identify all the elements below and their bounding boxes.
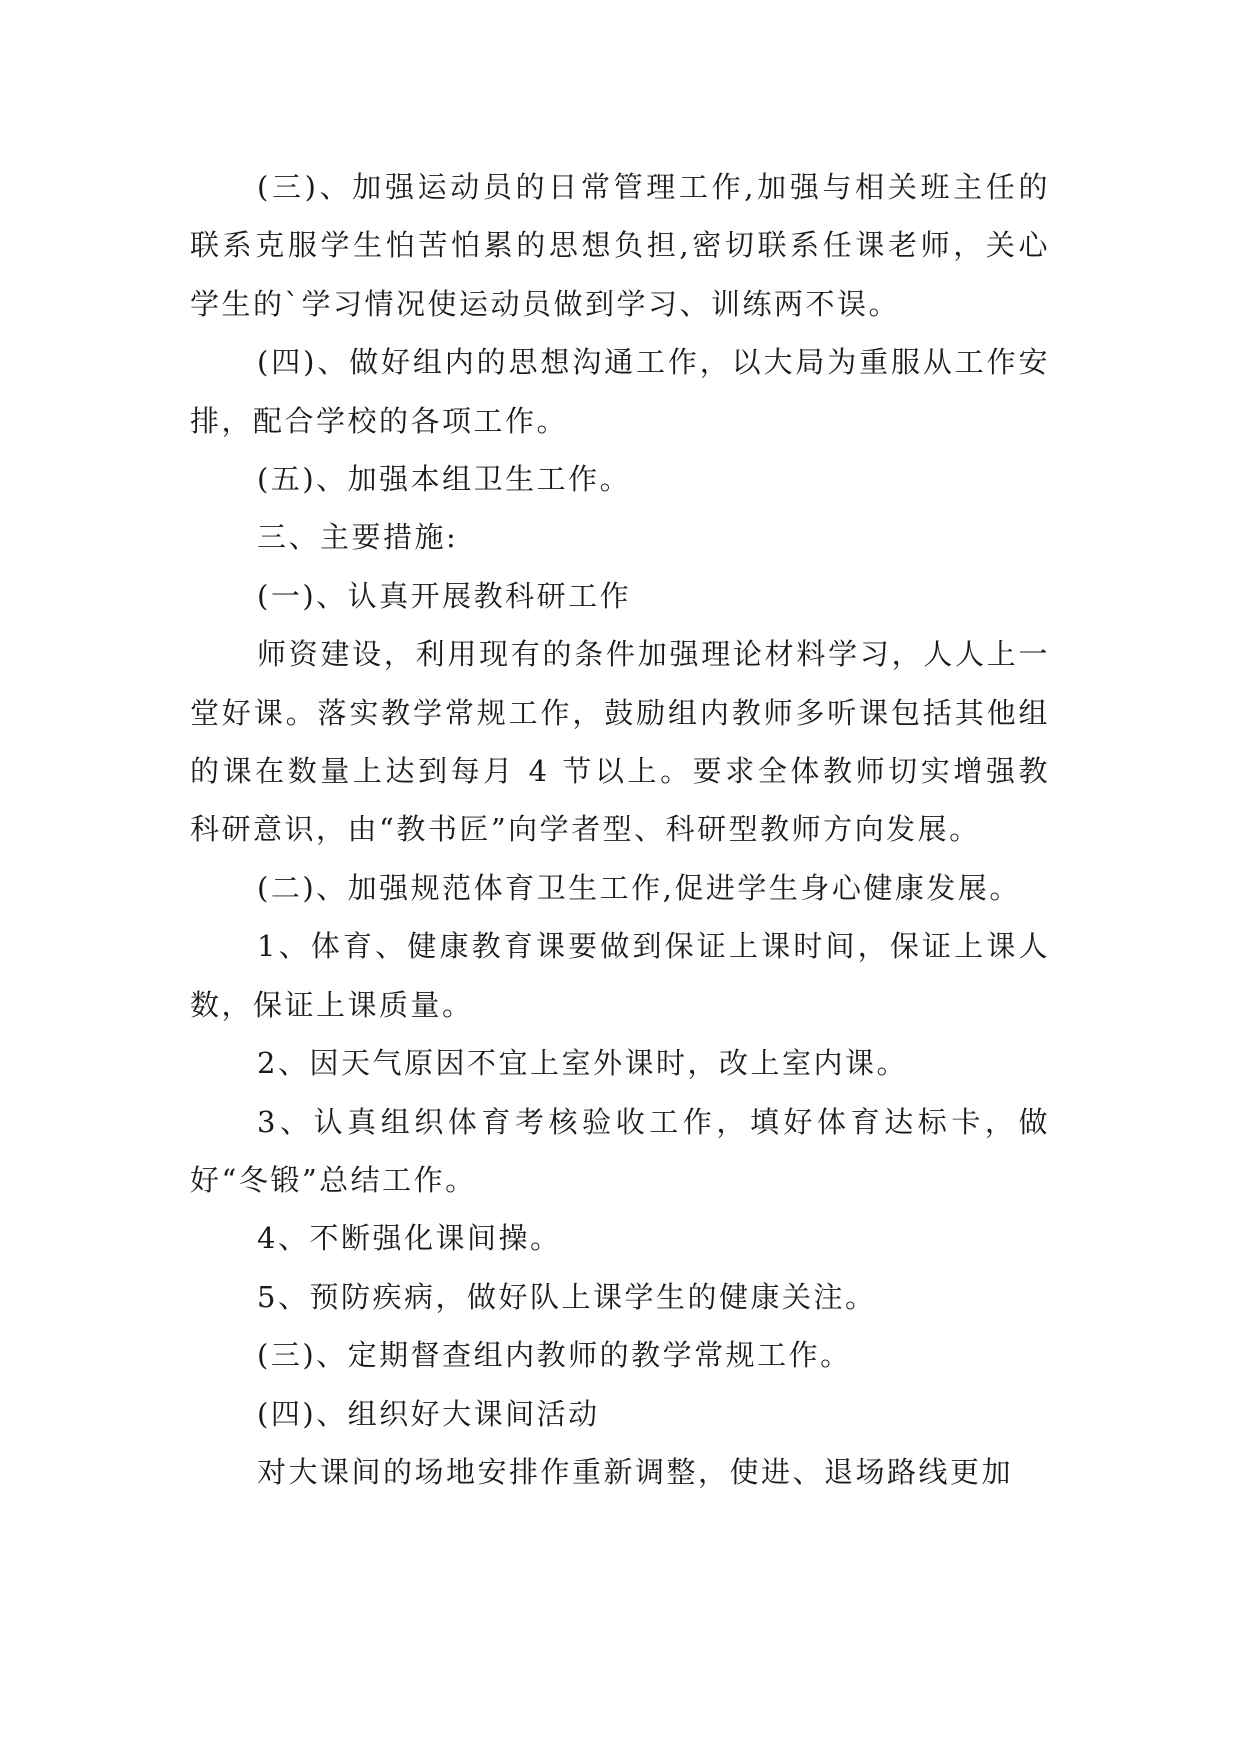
paragraph-hygiene: (五)、加强本组卫生工作。 <box>257 462 632 497</box>
list-item-2: 2、因天气原因不宜上室外课时，改上室内课。 <box>257 1046 908 1081</box>
list-item-1: 1、体育、健康教育课要做到保证上课时间，保证上课人数，保证上课质量。 <box>190 929 1050 1022</box>
subheading-pe-health: (二)、加强规范体育卫生工作,促进学生身心健康发展。 <box>257 870 1021 905</box>
document-body <box>190 158 1050 1501</box>
paragraph-teacher-development: 师资建设，利用现有的条件加强理论材料学习，人人上一堂好课。落实教学常规工作，鼓励组内教师多听课包括其他组的课在数量上达到每月 4 节以上。要求全体教师切实增强教科研意识，由“教书匠”向学者型、科研型教师方向发展。 <box>190 637 1050 847</box>
paragraph-management: (三)、加强运动员的日常管理工作,加强与相关班主任的联系克服学生怕苦怕累的思想负担,密切联系任课老师，关心学生的`学习情况使运动员做到学习、训练两不误。 <box>190 170 1050 321</box>
list-item-3: 3、认真组织体育考核验收工作，填好体育达标卡，做好“冬锻”总结工作。 <box>190 1104 1050 1197</box>
list-item-4: 4、不断强化课间操。 <box>257 1221 562 1256</box>
subheading-supervision: (三)、定期督查组内教师的教学常规工作。 <box>257 1338 852 1373</box>
list-item-5: 5、预防疾病，做好队上课学生的健康关注。 <box>257 1279 877 1314</box>
paragraph-communication: (四)、做好组内的思想沟通工作，以大局为重服从工作安排，配合学校的各项工作。 <box>190 345 1050 438</box>
paragraph-recess-arrangement: 对大课间的场地安排作重新调整，使进、退场路线更加 <box>257 1454 1014 1489</box>
subheading-research: (一)、认真开展教科研工作 <box>257 578 632 613</box>
section-heading-measures: 三、主要措施: <box>257 520 459 555</box>
subheading-recess-activity: (四)、组织好大课间活动 <box>257 1396 600 1431</box>
